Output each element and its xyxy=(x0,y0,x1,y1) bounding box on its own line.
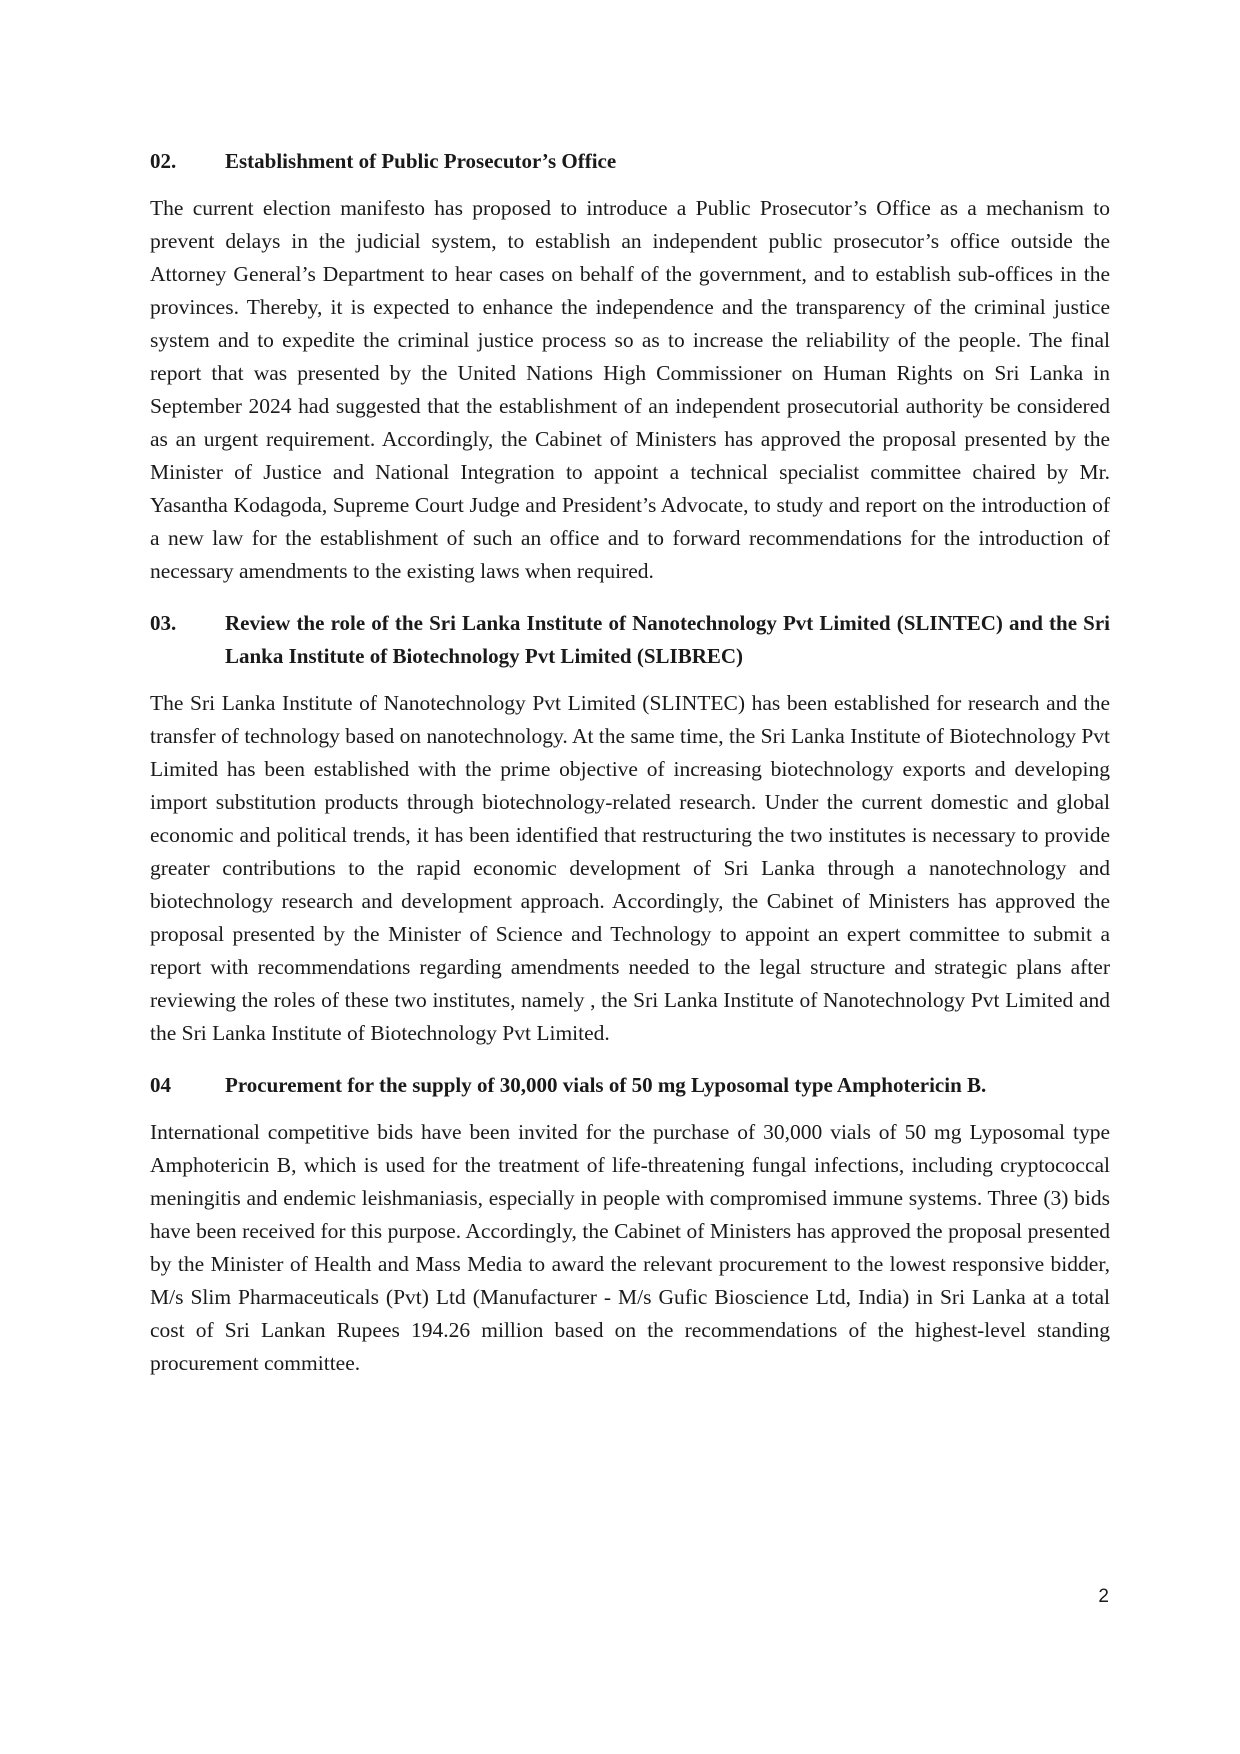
section-title: Establishment of Public Prosecutor’s Office xyxy=(225,149,617,173)
section-02 xyxy=(150,145,1110,588)
section-title: Procurement for the supply of 30,000 vials of 50 mg Lyposomal type Amphotericin B. xyxy=(225,1073,987,1097)
section-number: 03. xyxy=(150,611,177,635)
section-04 xyxy=(150,1069,1110,1380)
page-content xyxy=(150,145,1110,1380)
section-03 xyxy=(150,607,1110,1050)
section-body: International competitive bids have been invited for the purchase of 30,000 vials of 50 mg Lyposomal type Amphotericin B, which is used for the treatment of life-threatening fungal infections, including cryptococcal meningitis and endemic leishmaniasis, especially in people with compromised immune systems. Three (3) bids have been received for this purpose. Accordingly, the Cabinet of Ministers has approved the proposal presented by the Minister of Health and Mass Media to award the relevant procurement to the lowest responsive bidder, M/s Slim Pharmaceuticals (Pvt) Ltd (Manufacturer - M/s Gufic Bioscience Ltd, India) in Sri Lanka at a total cost of Sri Lankan Rupees 194.26 million based on the recommendations of the highest-level standing procurement committee. xyxy=(150,1120,1110,1375)
page-number: 2 xyxy=(1098,1586,1109,1607)
section-body: The Sri Lanka Institute of Nanotechnology Pvt Limited (SLINTEC) has been established for research and the transfer of technology based on nanotechnology. At the same time, the Sri Lanka Institute of Biotechnology Pvt Limited has been established with the prime objective of increasing biotechnology exports and developing import substitution products through biotechnology-related research. Under the current domestic and global economic and political trends, it has been identified that restructuring the two institutes is necessary to provide greater contributions to the rapid economic development of Sri Lanka through a nanotechnology and biotechnology research and development approach. Accordingly, the Cabinet of Ministers has approved the proposal presented by the Minister of Science and Technology to appoint an expert committee to submit a report with recommendations regarding amendments needed to the legal structure and strategic plans after reviewing the roles of these two institutes, namely , the Sri Lanka Institute of Nanotechnology Pvt Limited and the Sri Lanka Institute of Biotechnology Pvt Limited. xyxy=(150,691,1110,1045)
section-number: 02. xyxy=(150,149,177,173)
section-heading xyxy=(150,1069,1110,1102)
section-body: The current election manifesto has proposed to introduce a Public Prosecutor’s Office as a mechanism to prevent delays in the judicial system, to establish an independent public prosecutor’s office outside the Attorney General’s Department to hear cases on behalf of the government, and to establish sub-offices in the provinces. Thereby, it is expected to enhance the independence and the transparency of the criminal justice system and to expedite the criminal justice process so as to increase the reliability of the people. The final report that was presented by the United Nations High Commissioner on Human Rights on Sri Lanka in September 2024 had suggested that the establishment of an independent prosecutorial authority be considered as an urgent requirement. Accordingly, the Cabinet of Ministers has approved the proposal presented by the Minister of Justice and National Integration to appoint a technical specialist committee chaired by Mr. Yasantha Kodagoda, Supreme Court Judge and President’s Advocate, to study and report on the introduction of a new law for the establishment of such an office and to forward recommendations for the introduction of necessary amendments to the existing laws when required. xyxy=(150,196,1110,583)
section-heading xyxy=(150,607,1110,673)
section-heading xyxy=(150,145,1110,178)
section-number: 04 xyxy=(150,1073,171,1097)
section-title: Review the role of the Sri Lanka Institute of Nanotechnology Pvt Limited (SLINTEC) and the Sri Lanka Institute of Biotechnology Pvt Limited (SLIBREC) xyxy=(225,611,1110,668)
